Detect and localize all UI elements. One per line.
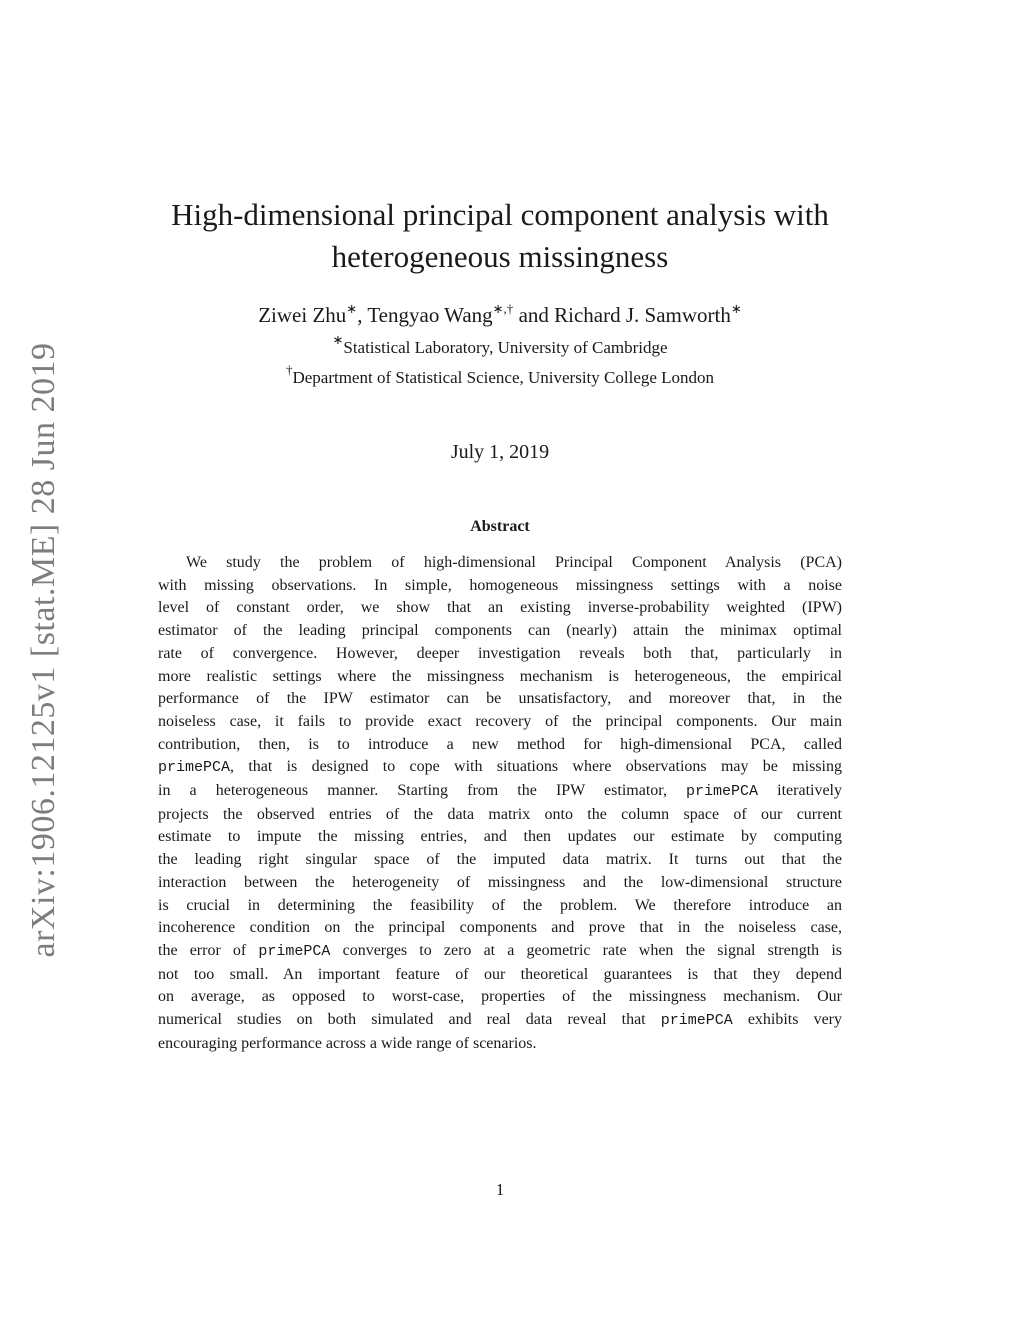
abstract-line: is crucial in determining the feasibility of the problem. We therefore introduce an <box>158 896 842 914</box>
abstract-text: numerical studies on both simulated and real data reveal that <box>158 1011 661 1029</box>
affiliation-mark: ∗,† <box>492 301 514 316</box>
page-number: 1 <box>495 1180 505 1199</box>
publication-date: July 1, 2019 <box>450 441 550 463</box>
author-separator: , <box>357 303 368 327</box>
abstract-line: the leading right singular space of the imputed data matrix. It turns out that the <box>158 851 842 869</box>
affiliation-mark: ∗ <box>730 301 742 316</box>
abstract-line: more realistic settings where the missingness mechanism is heterogeneous, the empirical <box>158 667 842 685</box>
affiliation-mark: ∗ <box>346 301 358 316</box>
abstract-text: exhibits very <box>732 1011 842 1029</box>
author-separator: and <box>513 303 555 327</box>
abstract-line: incoherence condition on the principal components and prove that in the noiseless case, <box>158 919 842 937</box>
abstract-text: , that is designed to cope with situations where observations may be missing <box>230 758 842 776</box>
title-line-1: High-dimensional principal component analysis with <box>171 197 829 232</box>
abstract-line: not too small. An important feature of our theoretical guarantees is that they depend <box>158 965 842 983</box>
affiliation-ucl <box>100 362 900 388</box>
code-term: primePCA <box>158 759 231 777</box>
author-name: Richard J. Samworth <box>554 303 731 327</box>
abstract-line: projects the observed entries of the data matrix onto the column space of our current <box>158 805 842 823</box>
author-name: Tengyao Wang <box>367 303 493 327</box>
abstract-line: encouraging performance across a wide range of scenarios. <box>158 1034 537 1052</box>
affiliation-text: Department of Statistical Science, University College London <box>292 368 715 387</box>
affiliation-cambridge <box>100 332 900 358</box>
title-line-2: heterogeneous missingness <box>331 239 669 274</box>
abstract-text: converges to zero at a geometric rate when the signal strength is <box>330 941 843 959</box>
abstract-heading: Abstract <box>470 518 530 535</box>
abstract-body <box>158 552 842 1055</box>
abstract-line: rate of convergence. However, deeper investigation reveals both that, particularly in <box>158 644 842 662</box>
abstract-line: level of constant order, we show that an existing inverse-probability weighted (IPW) <box>158 599 842 617</box>
abstract-line <box>158 940 842 964</box>
abstract-text: the error of <box>158 941 259 959</box>
paper-title <box>100 194 900 278</box>
abstract-line: on average, as opposed to worst-case, properties of the missingness mechanism. Our <box>158 988 842 1006</box>
abstract-line: noiseless case, it fails to provide exact recovery of the principal components. Our main <box>158 712 842 730</box>
code-term: primePCA <box>686 783 759 801</box>
author-list <box>100 303 900 328</box>
abstract-line: contribution, then, is to introduce a new method for high-dimensional PCA, called <box>158 735 842 753</box>
abstract-line: performance of the IPW estimator can be unsatisfactory, and moreover that, in the <box>158 690 842 708</box>
abstract-line: interaction between the heterogeneity of missingness and the low-dimensional structure <box>158 873 842 891</box>
code-term: primePCA <box>660 1012 733 1030</box>
abstract-line <box>158 1009 842 1033</box>
abstract-line: We study the problem of high-dimensional Principal Component Analysis (PCA) <box>186 554 842 571</box>
abstract-line <box>158 780 842 804</box>
affiliation-mark: † <box>285 362 293 377</box>
abstract-line <box>158 756 842 780</box>
code-term: primePCA <box>258 942 331 960</box>
arxiv-identifier: arXiv:1906.12125v1 [stat.ME] 28 Jun 2019 <box>25 342 62 958</box>
abstract-line: estimate to impute the missing entries, and then updates our estimate by computing <box>158 828 842 846</box>
author-name: Ziwei Zhu <box>258 303 347 327</box>
affiliation-mark: ∗ <box>332 332 344 347</box>
abstract-text: in a heterogeneous manner. Starting from the IPW estimator, <box>158 782 687 800</box>
abstract-line: estimator of the leading principal components can (nearly) attain the minimax optimal <box>158 622 842 640</box>
affiliation-text: Statistical Laboratory, University of Cambridge <box>343 338 668 357</box>
abstract-text: iteratively <box>758 782 843 800</box>
abstract-line: with missing observations. In simple, homogeneous missingness settings with a noise <box>158 576 842 594</box>
